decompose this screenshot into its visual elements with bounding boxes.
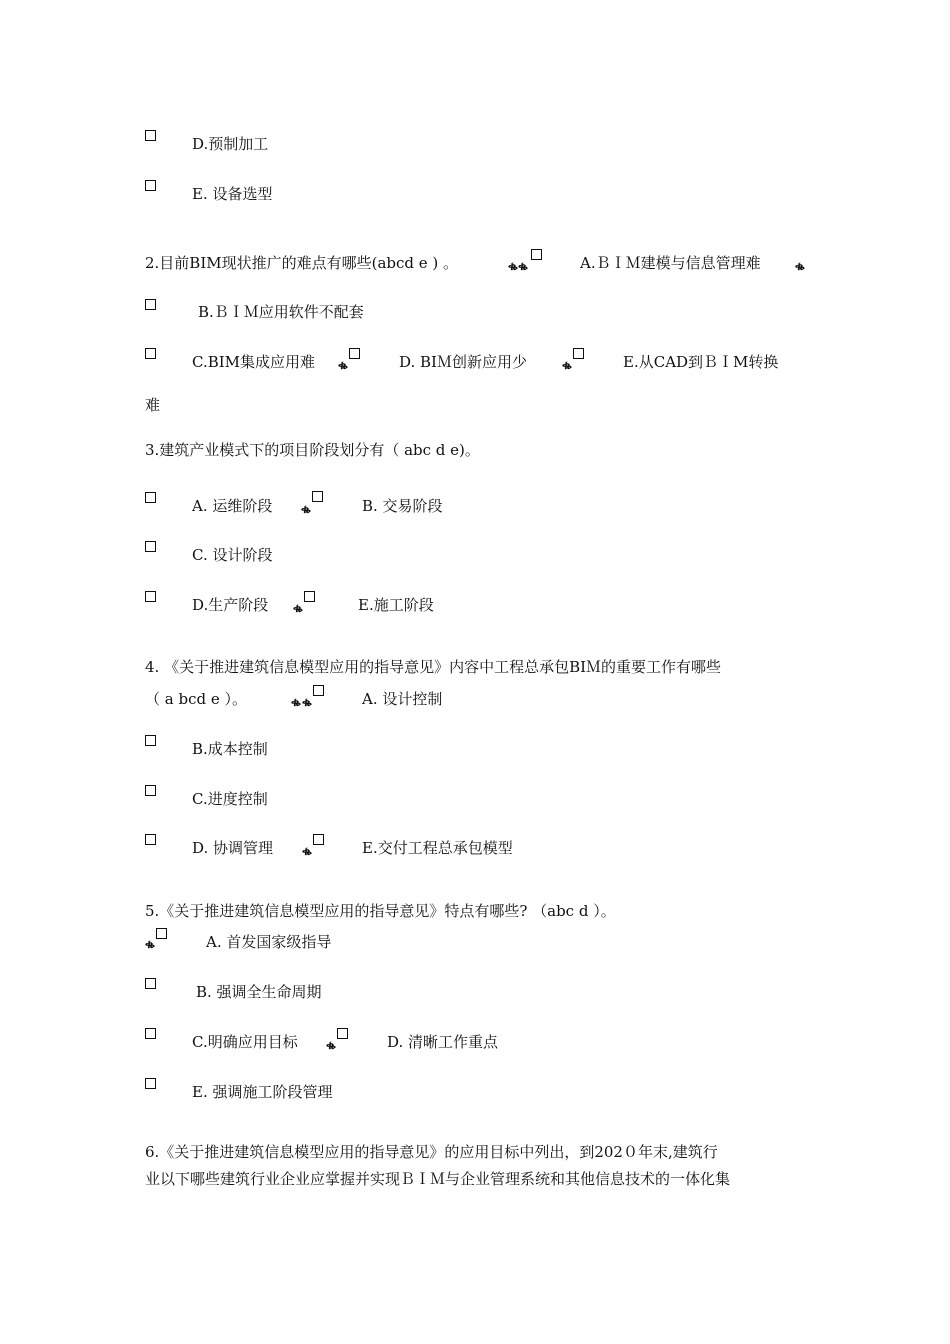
option-checkbox[interactable] [313, 685, 324, 696]
q4-option-a-label: A. 设计控制 [362, 690, 443, 708]
option-checkbox[interactable] [145, 1078, 156, 1089]
q3-option-d-label: D.生产阶段 [192, 596, 269, 614]
option-checkbox[interactable] [312, 491, 323, 502]
question-6-stem-line2: 业以下哪些建筑行业企业应掌握并实现ＢＩＭ与企业管理系统和其他信息技术的一体化集 [145, 1170, 731, 1188]
q5-option-c-label: C.明确应用目标 [192, 1033, 298, 1051]
marker-glyph: ቈ [562, 358, 572, 372]
option-checkbox[interactable] [337, 1028, 348, 1039]
option-checkbox[interactable] [145, 735, 156, 746]
q2-option-d-label: D. BIＭ创新应用少 [399, 353, 527, 371]
question-3-stem: 3.建筑产业模式下的项目阶段划分有（ abc d e)。 [145, 441, 480, 459]
q3-option-a-label: A. 运维阶段 [192, 497, 273, 515]
option-checkbox[interactable] [145, 541, 156, 552]
marker-glyph: ቈ [302, 844, 312, 858]
marker-glyph: ቈ [293, 601, 303, 615]
q5-option-a-label: A. 首发国家级指导 [206, 933, 332, 951]
option-checkbox[interactable] [145, 348, 156, 359]
marker-glyph: ቈ [302, 695, 312, 709]
q2-option-e-label: E.从CAD到ＢＩM转换 [623, 353, 779, 371]
q3-option-c-label: C. 设计阶段 [192, 546, 273, 564]
option-checkbox[interactable] [145, 492, 156, 503]
q4-option-c-label: C.进度控制 [192, 790, 268, 808]
question-2-stem: 2.目前BIM现状推广的难点有哪些(abcd e ) 。 [145, 254, 459, 272]
option-checkbox[interactable] [156, 928, 167, 939]
q4-option-b-label: B.成本控制 [192, 740, 268, 758]
option-e-label: E. 设备选型 [192, 185, 273, 203]
q2-option-a-label: A.ＢＩＭ建模与信息管理难 [580, 254, 761, 272]
option-checkbox[interactable] [531, 249, 542, 260]
option-checkbox[interactable] [145, 978, 156, 989]
marker-glyph: ቈ [338, 358, 348, 372]
option-checkbox[interactable] [313, 834, 324, 845]
option-checkbox[interactable] [145, 591, 156, 602]
q5-option-d-label: D. 清晰工作重点 [387, 1033, 499, 1051]
option-checkbox[interactable] [349, 348, 360, 359]
question-5-stem: 5.《关于推进建筑信息模型应用的指导意见》特点有哪些? （abc d ）。 [145, 902, 616, 920]
option-checkbox[interactable] [145, 785, 156, 796]
marker-glyph: ቈ [326, 1038, 336, 1052]
option-checkbox[interactable] [145, 130, 156, 141]
question-4-stem-line1: 4. 《关于推进建筑信息模型应用的指导意见》内容中工程总承包BIＭ的重要工作有哪些 [145, 658, 722, 676]
option-d-label: D.预制加工 [192, 135, 269, 153]
marker-glyph: ቈ [508, 259, 518, 273]
q5-option-e-label: E. 强调施工阶段管理 [192, 1083, 333, 1101]
option-checkbox[interactable] [145, 180, 156, 191]
marker-glyph: ቈ [291, 695, 301, 709]
q3-option-b-label: B. 交易阶段 [362, 497, 443, 515]
q5-option-b-label: B. 强调全生命周期 [196, 983, 322, 1001]
marker-glyph: ቈ [795, 259, 805, 273]
marker-glyph: ቈ [145, 937, 155, 951]
option-checkbox[interactable] [145, 1028, 156, 1039]
option-checkbox[interactable] [145, 834, 156, 845]
question-6-stem-line1: 6.《关于推进建筑信息模型应用的指导意见》的应用目标中列出，到202０年末,建筑行 [145, 1143, 718, 1161]
option-checkbox[interactable] [304, 591, 315, 602]
q4-option-d-label: D. 协调管理 [192, 839, 274, 857]
marker-glyph: ቈ [518, 259, 528, 273]
q3-option-e-label: E.施工阶段 [358, 596, 434, 614]
q2-option-e-wrap: 难 [145, 396, 161, 414]
question-4-stem-line2: （ a bcd e ）。 [145, 690, 247, 708]
option-checkbox[interactable] [573, 348, 584, 359]
q2-option-c-label: C.BIM集成应用难 [192, 353, 316, 371]
marker-glyph: ቈ [301, 502, 311, 516]
option-checkbox[interactable] [145, 299, 156, 310]
q2-option-b-label: B.ＢＩＭ应用软件不配套 [198, 303, 364, 321]
q4-option-e-label: E.交付工程总承包模型 [362, 839, 513, 857]
